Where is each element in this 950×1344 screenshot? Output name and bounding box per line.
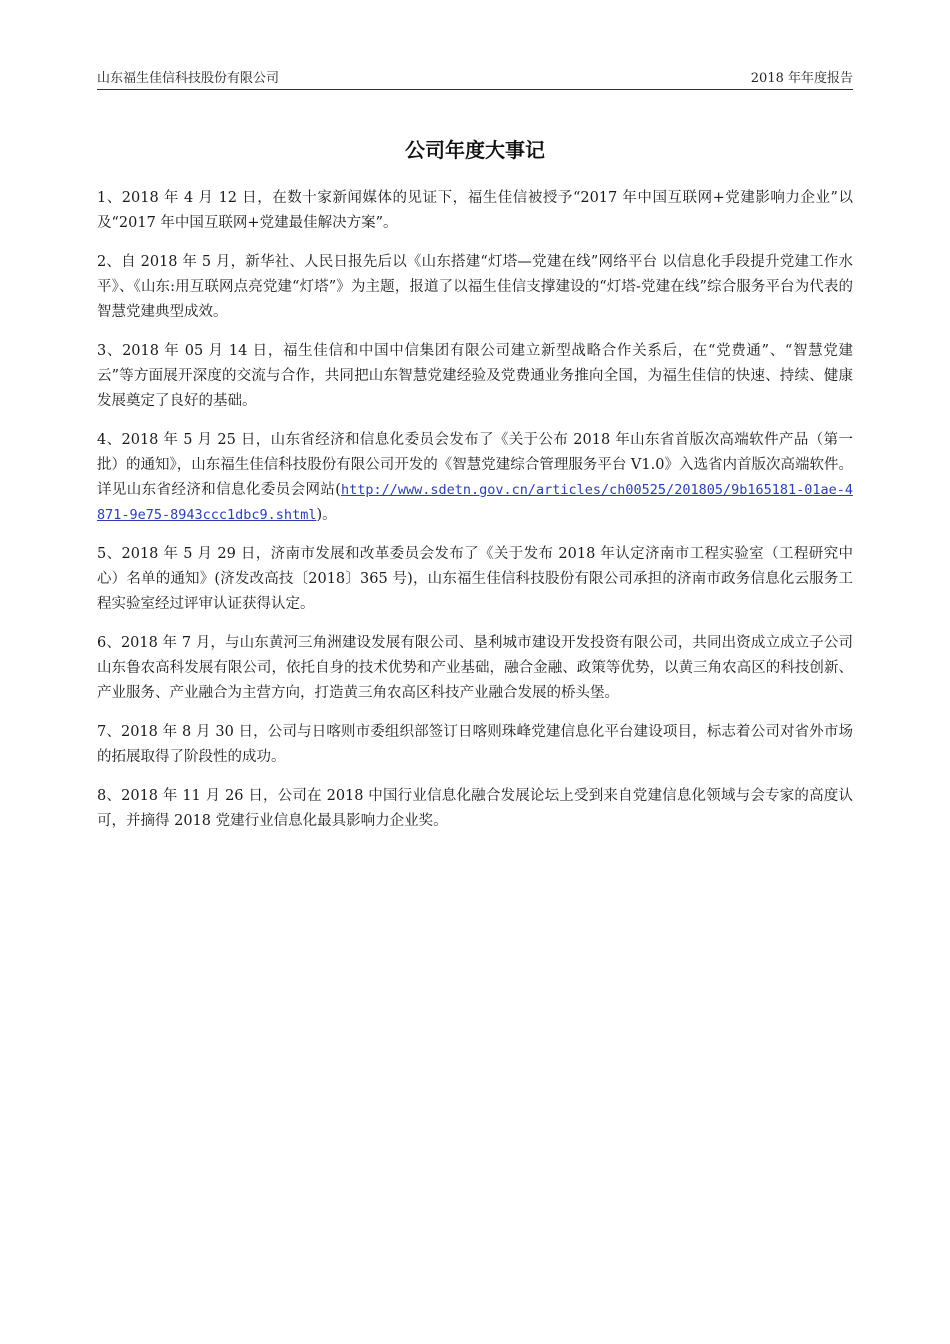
event-item-7 [97, 720, 853, 770]
event-item-2 [97, 250, 853, 325]
event-text: 1、2018 年 4 月 12 日，在数十家新闻媒体的见证下，福生佳信被授予“2017 年中国互联网+党建影响力企业”以及“2017 年中国互联网+党建最佳解决方案”。 [97, 190, 853, 231]
header-divider [97, 89, 853, 90]
header-company-name: 山东福生佳信科技股份有限公司 [97, 71, 280, 86]
event-text: 7、2018 年 8 月 30 日，公司与日喀则市委组织部签订日喀则珠峰党建信息化平台建设项目，标志着公司对省外市场的拓展取得了阶段性的成功。 [97, 724, 853, 765]
event-text: 8、2018 年 11 月 26 日，公司在 2018 中国行业信息化融合发展论坛上受到来自党建信息化领域与会专家的高度认可，并摘得 2018 党建行业信息化最具影响力企业奖。 [97, 788, 853, 829]
event-item-6 [97, 631, 853, 706]
header-report-title: 2018 年年度报告 [750, 71, 853, 86]
event-item-4 [97, 428, 853, 528]
event-item-1 [97, 186, 853, 236]
event-item-8 [97, 784, 853, 834]
event-text: 3、2018 年 05 月 14 日，福生佳信和中国中信集团有限公司建立新型战略合作关系后，在“党费通”、“智慧党建云”等方面展开深度的交流与合作，共同把山东智慧党建经验及党费通业务推向全国，为福生佳信的快速、持续、健康发展奠定了良好的基础。 [97, 343, 853, 409]
event-item-5 [97, 542, 853, 617]
event-text: 2、自 2018 年 5 月，新华社、人民日报先后以《山东搭建“灯塔—党建在线”网络平台 以信息化手段提升党建工作水平》、《山东:用互联网点亮党建“灯塔”》为主题，报道了以福生佳信支撑建设的“灯塔-党建在线”综合服务平台为代表的智慧党建典型成效。 [97, 254, 853, 320]
events-list [97, 186, 853, 848]
page-header [97, 66, 853, 88]
event-text: 5、2018 年 5 月 29 日，济南市发展和改革委员会发布了《关于发布 2018 年认定济南市工程实验室（工程研究中心）名单的通知》(济发改高技〔2018〕365 号)，山东福生佳信科技股份有限公司承担的济南市政务信息化云服务工程实验室经过评审认证获得认定。 [97, 546, 853, 612]
event-text: 6、2018 年 7 月，与山东黄河三角洲建设发展有限公司、垦利城市建设开发投资有限公司，共同出资成立成立子公司山东鲁农高科发展有限公司，依托自身的技术优势和产业基础，融合金融、政策等优势，以黄三角农高区的科技创新、产业服务、产业融合为主营方向，打造黄三角农高区科技产业融合发展的桥头堡。 [97, 635, 853, 701]
page-title: 公司年度大事记 [405, 138, 545, 162]
event-text: 4、2018 年 5 月 25 日，山东省经济和信息化委员会发布了《关于公布 2018 年山东省首版次高端软件产品（第一批）的通知》，山东福生佳信科技股份有限公司开发的《智慧党建综合管理服务平台 V1.0》入选省内首版次高端软件。详见山东省经济和信息化委员会网站( [97, 432, 853, 498]
sdetn-website-link[interactable]: http://www.sdetn.gov.cn/articles/ch00525/201805/9b165181-01ae-4871-9e75-8943ccc1dbc9.shtml [97, 482, 853, 523]
event-text-suffix: )。 [316, 507, 337, 523]
event-item-3 [97, 339, 853, 414]
